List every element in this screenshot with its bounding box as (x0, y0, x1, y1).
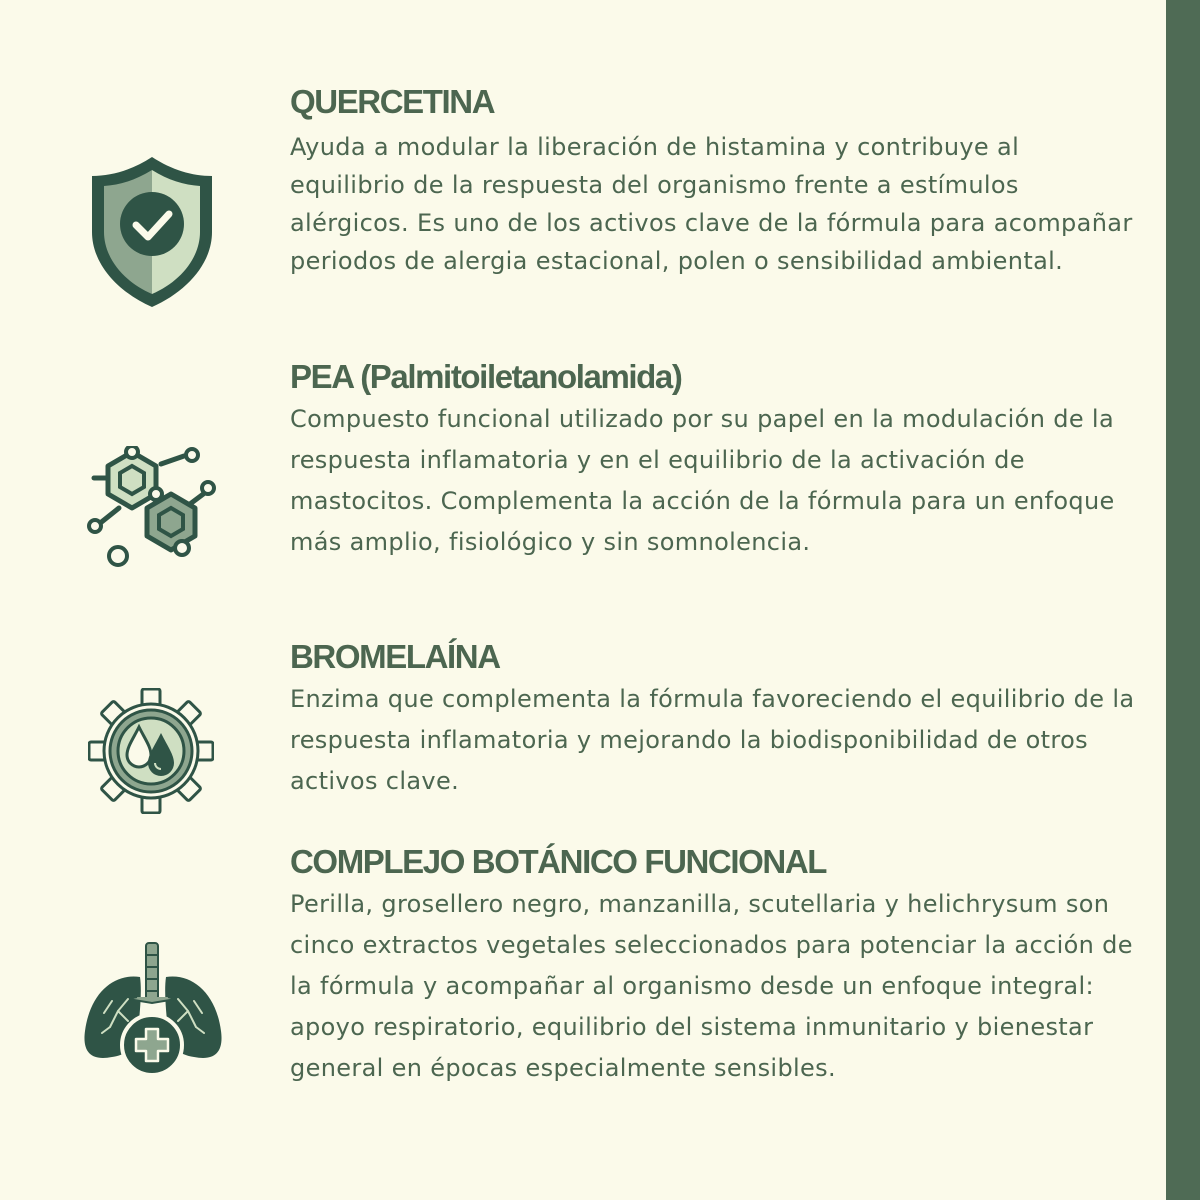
section-title: BROMELAÍNA (290, 638, 500, 675)
section-body: Enzima que complementa la fórmula favoreciendo el equilibrio de la respuesta inflamatoria y mejorando la biodisponibilidad de otros activos clave. (290, 685, 1135, 795)
right-accent-band (1166, 0, 1200, 1200)
section-complejo-botanico (0, 845, 1160, 1145)
gear-drops-icon (88, 688, 214, 814)
section-quercetina (0, 80, 1160, 330)
lungs-cross-icon (82, 941, 224, 1083)
section-title: COMPLEJO BOTÁNICO FUNCIONAL (290, 843, 827, 880)
section-body: Ayuda a modular la liberación de histamina y contribuye al equilibrio de la respuesta del organismo frente a estímulos alérgicos. Es uno de los activos clave de la fórmula para acompañar periodos de alergia estacional, polen o sensibilidad ambiental. (290, 133, 1133, 275)
shield-check-icon (88, 154, 216, 310)
section-bromelaina (0, 640, 1160, 820)
section-title: PEA (Palmitoiletanolamida) (290, 358, 682, 395)
section-body: Perilla, grosellero negro, manzanilla, scutellaria y helichrysum son cinco extractos vegetales seleccionados para potenciar la acción de la fórmula y acompañar al organismo desde un enfoque integral: apoyo respiratorio, equilibrio del sistema inmunitario y bienestar general en épocas especialmente sensibles. (290, 890, 1133, 1082)
section-pea (0, 360, 1160, 610)
section-title: QUERCETINA (290, 83, 495, 120)
molecule-icon (86, 446, 220, 570)
section-body: Compuesto funcional utilizado por su papel en la modulación de la respuesta inflamatoria y en el equilibrio de la activación de mastocitos. Complementa la acción de la fórmula para un enfoque más amplio, fisiológico y sin somnolencia. (290, 405, 1115, 556)
